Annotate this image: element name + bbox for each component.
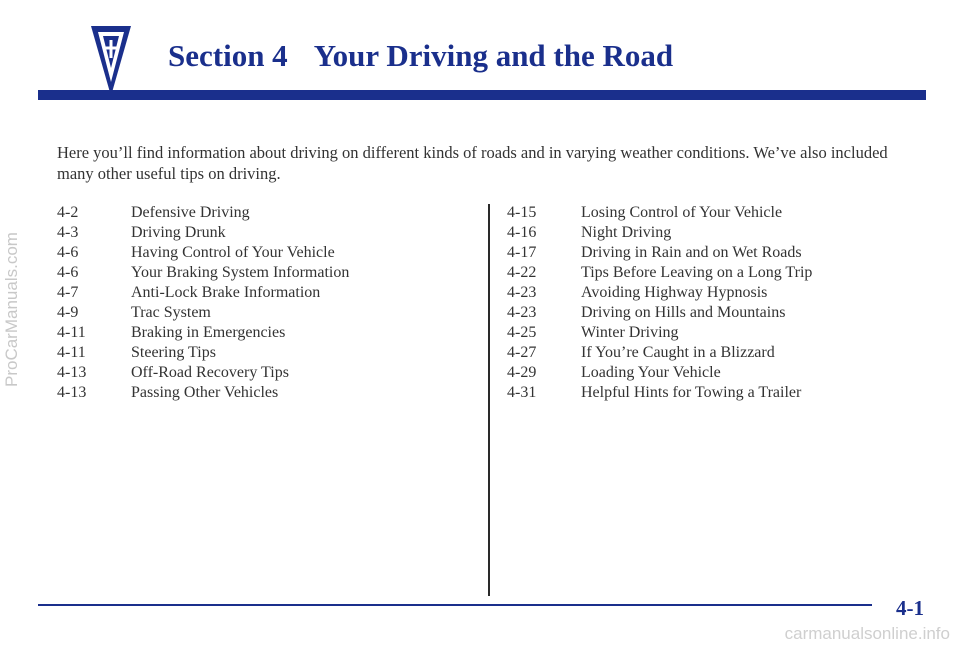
toc-entry-title: Braking in Emergencies (131, 324, 286, 341)
toc-entry-title: Anti-Lock Brake Information (131, 284, 321, 301)
toc-page-number: 4-23 (507, 284, 537, 301)
toc-entry-title: Your Braking System Information (131, 264, 350, 281)
column-divider (488, 204, 490, 596)
toc-entry[interactable] (57, 203, 349, 223)
toc-page-number: 4-17 (507, 244, 537, 261)
intro-paragraph: Here you’ll find information about driving on different kinds of roads and in varying weather conditions. We’ve also included many other useful tips on driving. (57, 143, 888, 183)
footer-divider (38, 604, 872, 606)
toc-entry-title: Winter Driving (581, 324, 679, 341)
toc-entry-title: Night Driving (581, 224, 672, 241)
toc-page-number: 4-7 (57, 284, 79, 301)
toc-entry[interactable] (507, 203, 812, 223)
toc-entry[interactable] (57, 263, 349, 283)
toc-entry-title: Defensive Driving (131, 204, 250, 221)
toc-entry-title: Off-Road Recovery Tips (131, 364, 289, 381)
toc-entry[interactable] (507, 243, 812, 263)
toc-entry[interactable] (57, 303, 349, 323)
toc-entry-title: Avoiding Highway Hypnosis (581, 284, 768, 301)
toc-page-number: 4-25 (507, 324, 537, 341)
toc-entry-title: Loading Your Vehicle (581, 364, 721, 381)
toc-entry[interactable] (57, 343, 349, 363)
toc-page-number: 4-22 (507, 264, 537, 281)
section-name: Your Driving and the Road (313, 38, 674, 73)
toc-entry-title: Tips Before Leaving on a Long Trip (581, 264, 813, 281)
toc-entry[interactable] (507, 383, 812, 403)
toc-entry[interactable] (507, 283, 812, 303)
toc-page-number: 4-23 (507, 304, 537, 321)
toc-page-number: 4-13 (57, 384, 87, 401)
toc-entry-title: Steering Tips (131, 344, 216, 361)
toc-entry[interactable] (507, 263, 812, 283)
toc-page-number: 4-9 (57, 304, 79, 321)
toc-entry-title: Trac System (131, 304, 211, 321)
toc-page-number: 4-15 (507, 204, 537, 221)
toc-entry[interactable] (57, 363, 349, 383)
toc-left-column (57, 203, 349, 403)
pontiac-arrowhead-logo-icon (89, 24, 133, 98)
toc-entry-title: Driving on Hills and Mountains (581, 304, 786, 321)
toc-entry-title: Passing Other Vehicles (131, 384, 279, 401)
toc-entry[interactable] (57, 323, 349, 343)
toc-entry-title: Driving Drunk (131, 224, 226, 241)
toc-entry[interactable] (57, 283, 349, 303)
toc-page-number: 4-27 (507, 344, 537, 361)
toc-right-column (507, 203, 812, 403)
toc-entry[interactable] (507, 343, 812, 363)
toc-page-number: 4-11 (57, 344, 86, 361)
toc-entry-title: Losing Control of Your Vehicle (581, 204, 783, 221)
toc-entry[interactable] (507, 363, 812, 383)
bottom-watermark: carmanualsonline.info (784, 624, 950, 643)
toc-page-number: 4-29 (507, 364, 537, 381)
toc-page-number: 4-3 (57, 224, 79, 241)
toc-entry-title: If You’re Caught in a Blizzard (581, 344, 775, 361)
toc-page-number: 4-16 (507, 224, 537, 241)
page-number: 4-1 (896, 596, 924, 620)
toc-page-number: 4-13 (57, 364, 87, 381)
toc-entry-title: Driving in Rain and on Wet Roads (581, 244, 802, 261)
section-number: Section 4 (168, 38, 288, 73)
toc-entry[interactable] (507, 323, 812, 343)
page-title (168, 38, 673, 74)
toc-entry[interactable] (57, 243, 349, 263)
toc-page-number: 4-11 (57, 324, 86, 341)
side-watermark: ProCarManuals.com (2, 232, 21, 388)
toc-page-number: 4-6 (57, 244, 79, 261)
toc-entry[interactable] (507, 303, 812, 323)
toc-entry[interactable] (57, 223, 349, 243)
toc-entry[interactable] (57, 383, 349, 403)
toc-entry[interactable] (507, 223, 812, 243)
toc-page-number: 4-31 (507, 384, 537, 401)
toc-page-number: 4-2 (57, 204, 79, 221)
header-divider (38, 90, 926, 100)
toc-entry-title: Having Control of Your Vehicle (131, 244, 335, 261)
toc-page-number: 4-6 (57, 264, 79, 281)
toc-entry-title: Helpful Hints for Towing a Trailer (581, 384, 802, 401)
